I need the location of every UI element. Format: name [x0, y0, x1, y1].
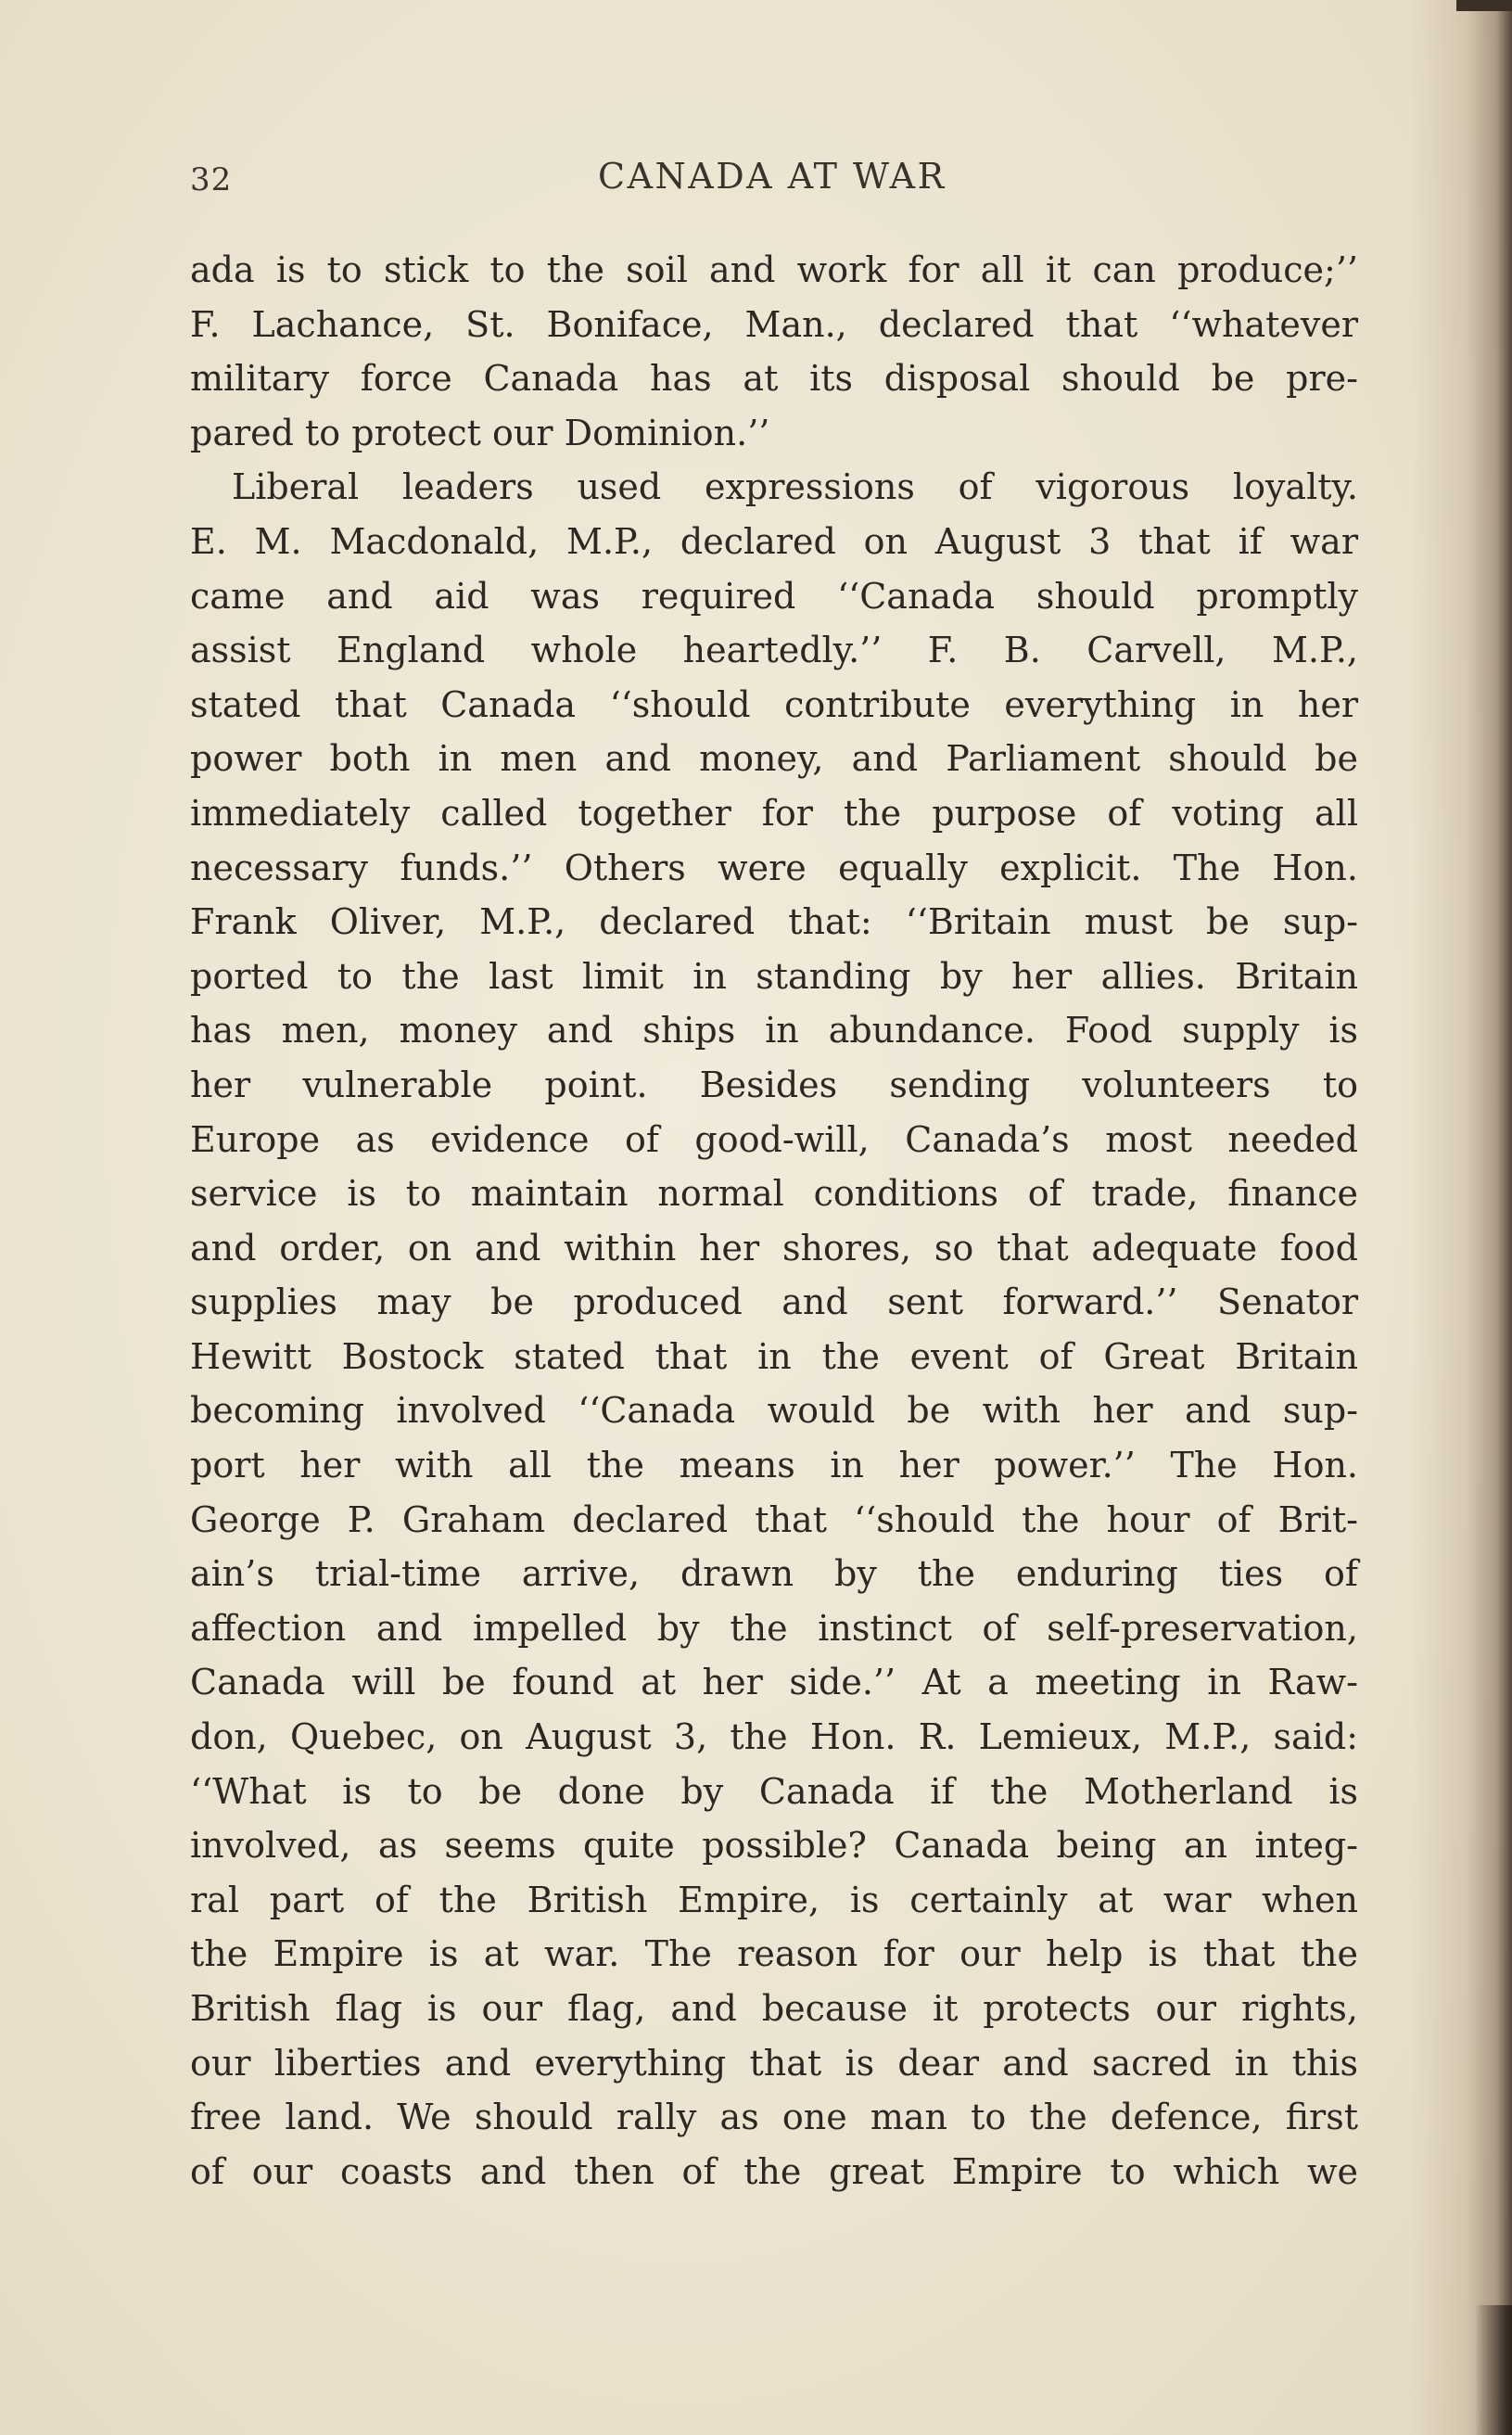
text-line: ada is to stick to the soil and work for all it can produce;’’	[190, 249, 1358, 290]
text-line: her vulnerable point. Besides sending volunteers to	[190, 1064, 1358, 1105]
text-line: British flag is our flag, and because it protects our rights,	[190, 1988, 1358, 2029]
text-line: ported to the last limit in standing by her allies. Britain	[190, 955, 1358, 997]
text-line: Canada will be found at her side.’’ At a meeting in Raw-	[190, 1662, 1358, 1703]
page-number: 32	[190, 161, 233, 198]
text-line: don, Quebec, on August 3, the Hon. R. Lemieux, M.P., said:	[190, 1716, 1358, 1758]
text-line: the Empire is at war. The reason for our help is that the	[190, 1933, 1358, 1975]
text-line: our liberties and everything that is dear and sacred in this	[190, 2042, 1358, 2084]
text-line: power both in men and money, and Parliament should be	[190, 738, 1358, 780]
text-line: ‘‘What is to be done by Canada if the Motherland is	[190, 1770, 1358, 1812]
text-line: F. Lachance, St. Boniface, Man., declared that ‘‘whatever	[190, 303, 1358, 345]
text-line: E. M. Macdonald, M.P., declared on August 3 that if war	[190, 520, 1358, 562]
text-line: George P. Graham declared that ‘‘should the hour of Brit-	[190, 1498, 1358, 1540]
text-line: ain’s trial-time arrive, drawn by the enduring ties of	[190, 1553, 1358, 1595]
text-line: free land. We should rally as one man to the defence, first	[190, 2097, 1358, 2138]
text-line: affection and impelled by the instinct of self-preservation,	[190, 1607, 1358, 1649]
text-line: assist England whole heartedly.’’ F. B. Carvell, M.P.,	[190, 630, 1358, 671]
text-line: stated that Canada ‘‘should contribute everything in her	[190, 683, 1358, 725]
page-edge-shadow	[1410, 0, 1512, 2435]
text-line: and order, on and within her shores, so that adequate food	[190, 1227, 1358, 1268]
text-line: Hewitt Bostock stated that in the event of Great Britain	[190, 1335, 1358, 1377]
text-line: came and aid was required ‘‘Canada should promptly	[190, 575, 1358, 617]
page-edge-top	[1456, 0, 1512, 11]
text-line: immediately called together for the purpose of voting all	[190, 792, 1358, 834]
text-line: ral part of the British Empire, is certainly at war when	[190, 1879, 1358, 1920]
text-line: Frank Oliver, M.P., declared that: ‘‘Britain must be sup-	[190, 901, 1358, 943]
running-title: CANADA AT WAR	[598, 156, 947, 197]
text-line: necessary funds.’’ Others were equally explicit. The Hon.	[190, 847, 1358, 888]
text-line: pared to protect our Dominion.’’	[190, 412, 770, 453]
running-header	[190, 156, 1349, 202]
text-line: port her with all the means in her power.’’ The Hon.	[190, 1445, 1358, 1486]
text-line: of our coasts and then of the great Empire to which we	[190, 2150, 1358, 2192]
page-edge-bottom	[1475, 2305, 1512, 2435]
body-text	[190, 243, 1358, 2199]
text-line: involved, as seems quite possible? Canada being an integ-	[190, 1825, 1358, 1867]
text-line: supplies may be produced and sent forward.’’ Senator	[190, 1281, 1358, 1323]
text-line: Europe as evidence of good-will, Canada’s most needed	[190, 1118, 1358, 1160]
text-line: has men, money and ships in abundance. Food supply is	[190, 1010, 1358, 1052]
text-line: military force Canada has at its disposal should be pre-	[190, 358, 1358, 400]
text-line: Liberal leaders used expressions of vigorous loyalty.	[232, 466, 1358, 508]
text-line: becoming involved ‘‘Canada would be with her and sup-	[190, 1390, 1358, 1432]
text-line: service is to maintain normal conditions of trade, finance	[190, 1173, 1358, 1215]
